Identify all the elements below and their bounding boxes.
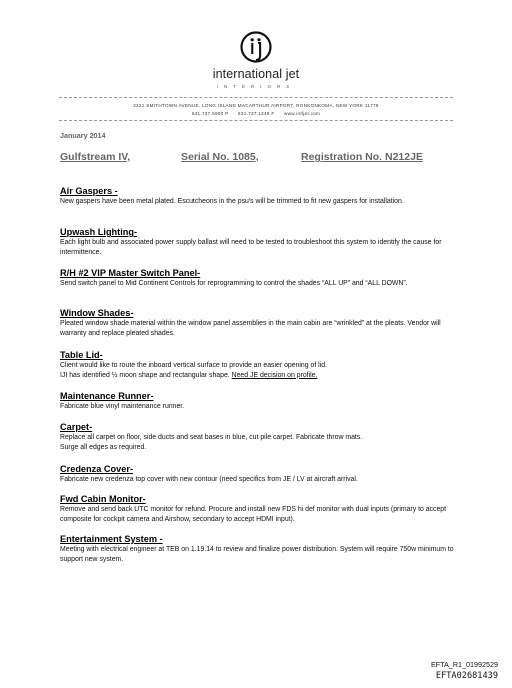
- document-date: January 2014: [60, 131, 106, 140]
- section-body: Client would like to route the inboard vertical surface to provide an easier opening of lid.: [60, 362, 327, 369]
- section-air-gaspers: [60, 186, 460, 207]
- section-maintenance-runner: [60, 391, 460, 412]
- decision-note: Need JE decision on profile.: [231, 371, 318, 379]
- website-link[interactable]: www.intljet.com: [284, 111, 321, 116]
- bates-number: EFTA02681439: [435, 671, 498, 681]
- brand-subtitle: INTERIORS: [216, 84, 296, 89]
- section-body-line2: [60, 371, 460, 381]
- header-divider-top: [59, 97, 453, 98]
- brand-name: international jet: [212, 67, 300, 81]
- section-title: Window Shades-: [60, 308, 134, 318]
- section-body: Send switch panel to Mid Continent Controls for reprogramming to control the shades “ALL UP” and “ALL DOWN”.: [60, 280, 408, 287]
- section-body: Meeting with electrical engineer at TEB on 1.19.14 to review and finalize power distribution. System will require 750w minimum to support new system.: [60, 546, 454, 563]
- section-vip-switch-panel: [60, 268, 460, 289]
- section-body: Fabricate new credenza top cover with new contour (need specifics from JE / LV at aircraft arrival.: [60, 476, 358, 483]
- section-title: R/H #2 VIP Master Switch Panel-: [60, 268, 201, 278]
- aircraft-registration: Registration No. N212JE: [301, 151, 423, 163]
- company-logo: [0, 30, 512, 90]
- company-contact: [0, 111, 512, 116]
- ij-monogram-icon: [239, 30, 273, 64]
- section-credenza-cover: [60, 464, 460, 485]
- aircraft-serial: Serial No. 1085,: [181, 151, 259, 163]
- section-body: Replace all carpet on floor, side ducts and seat bases in blue, cut pile carpet. Fabricate throw mats.: [60, 434, 363, 441]
- section-title: Table Lid-: [60, 350, 103, 360]
- section-entertainment-system: [60, 534, 460, 564]
- phone-number: 631.737.5900 P: [191, 111, 229, 116]
- fax-number: 631.737.1249 F: [238, 111, 275, 116]
- section-body: Remove and send back UTC monitor for refund. Procure and install new FDS hi def monitor with dual inputs (primary to accept composite for cockpit camera and Airshow, secondary to accept HDMI input).: [60, 506, 447, 523]
- section-title: Entertainment System -: [60, 534, 163, 544]
- header-divider-bottom: [59, 120, 453, 121]
- aircraft-model: Gulfstream IV,: [60, 151, 131, 163]
- section-window-shades: [60, 308, 460, 338]
- section-body: Fabricate blue vinyl maintenance runner.: [60, 403, 185, 410]
- section-body: Pleated window shade material within the window panel assemblies in the main cabin are “wrinkled” at the pleats. Vendor will warranty and replace pleated shades.: [60, 320, 441, 337]
- section-carpet: [60, 422, 460, 452]
- company-address: 2221 SMITHTOWN AVENUE, LONG ISLAND MACARTHUR AIRPORT, RONKONKOMA, NEW YORK 11779: [133, 103, 379, 108]
- section-title: Air Gaspers -: [60, 186, 118, 196]
- section-title: Fwd Cabin Monitor-: [60, 494, 146, 504]
- document-id: EFTA_R1_01992529: [431, 660, 498, 669]
- section-fwd-cabin-monitor: [60, 494, 460, 524]
- section-body-line2: Surge all edges as required.: [60, 443, 147, 451]
- section-body: Each light bulb and associated power supply ballast will need to be tested to troubleshoot this system to identify the cause for intermittence.: [60, 239, 442, 256]
- section-title: Maintenance Runner-: [60, 391, 154, 401]
- section-table-lid: [60, 350, 460, 380]
- section-title: Carpet-: [60, 422, 93, 432]
- section-title: Credenza Cover-: [60, 464, 134, 474]
- section-body-text: IJI has identified ½ moon shape and rectangular shape.: [60, 371, 230, 379]
- section-upwash-lighting: [60, 227, 460, 257]
- section-body: New gaspers have been metal plated. Escutcheons in the psu's will be trimmed to fit new gaspers for installation.: [60, 198, 404, 205]
- section-title: Upwash Lighting-: [60, 227, 138, 237]
